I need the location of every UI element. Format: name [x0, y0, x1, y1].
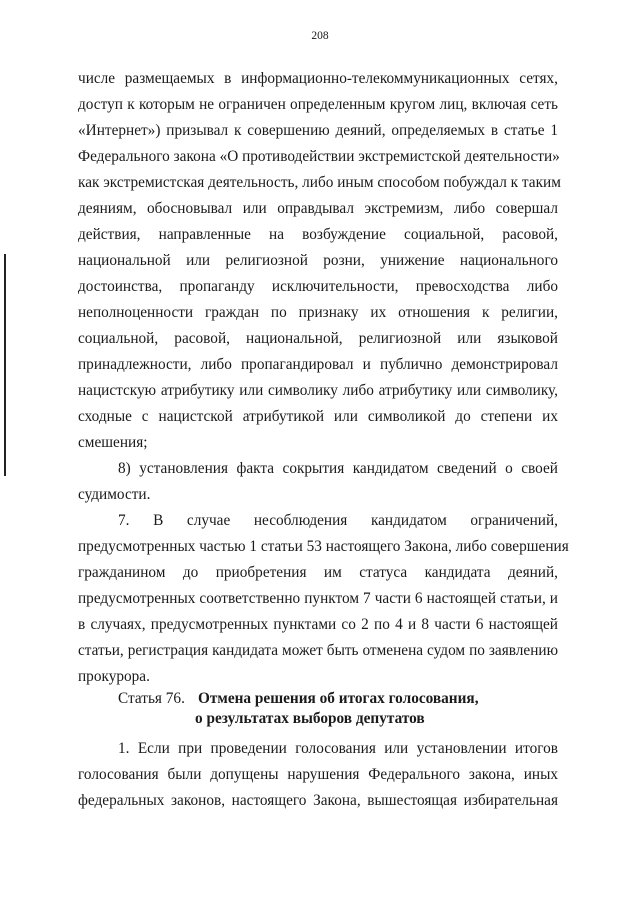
text-line: доступ к которым не ограничен определенным кругом лиц, включая сеть	[78, 96, 558, 113]
text-line: «Интернет») призывал к совершению деяний, определяемых в статье 1	[78, 122, 558, 139]
text-line: как экстремистская деятельность, либо иным способом побуждал к таким	[78, 174, 561, 191]
article-title-line-1: Отмена решения об итогах голосования,	[198, 690, 479, 707]
margin-mark	[4, 254, 6, 476]
text-line: судимости.	[78, 486, 151, 503]
text-line: социальной, расовой, национальной, религиозной или языковой	[78, 330, 558, 347]
text-line: достоинства, пропаганду исключительности, превосходства либо	[78, 278, 558, 295]
text-line: Федерального закона «О противодействии экстремистской деятельности»	[78, 148, 560, 165]
text-line: принадлежности, либо пропагандировал и публично демонстрировал	[78, 356, 558, 373]
text-line: деяниям, обосновывал или оправдывал экстремизм, либо совершал	[78, 200, 558, 217]
page-number: 208	[311, 30, 329, 42]
text-line: нацистскую атрибутику или символику либо атрибутику или символику,	[78, 382, 558, 399]
text-line: сходные с нацистской атрибутикой или символикой до степени их	[78, 408, 558, 425]
text-line: национальной или религиозной розни, унижение национального	[78, 252, 558, 269]
article-title-line-2: о результатах выборов депутатов	[195, 710, 425, 727]
text-line: прокурора.	[78, 668, 150, 685]
text-line: неполноценности граждан по признаку их отношения к религии,	[78, 304, 558, 321]
text-line: статьи, регистрация кандидата может быть отменена судом по заявлению	[78, 642, 558, 659]
text-line: предусмотренных соответственно пунктом 7 части 6 настоящей статьи, и	[78, 590, 558, 607]
text-line: предусмотренных частью 1 статьи 53 настоящего Закона, либо совершения	[78, 538, 569, 555]
text-line: голосования были допущены нарушения Федерального закона, иных	[78, 766, 558, 783]
text-line: числе размещаемых в информационно-телекоммуникационных сетях,	[78, 70, 558, 87]
text-line: смешения;	[78, 434, 148, 451]
text-line: 7. В случае несоблюдения кандидатом ограничений,	[118, 512, 558, 529]
text-line: 1. Если при проведении голосования или установлении итогов	[118, 740, 558, 757]
text-line: в случаях, предусмотренных пунктами со 2 по 4 и 8 части 6 настоящей	[78, 616, 558, 633]
text-line: 8) установления факта сокрытия кандидатом сведений о своей	[118, 460, 558, 477]
text-line: действия, направленные на возбуждение социальной, расовой,	[78, 226, 558, 243]
article-label: Статья 76.	[118, 690, 185, 707]
text-line: федеральных законов, настоящего Закона, вышестоящая избирательная	[78, 792, 558, 809]
text-line: гражданином до приобретения им статуса кандидата деяний,	[78, 564, 558, 581]
